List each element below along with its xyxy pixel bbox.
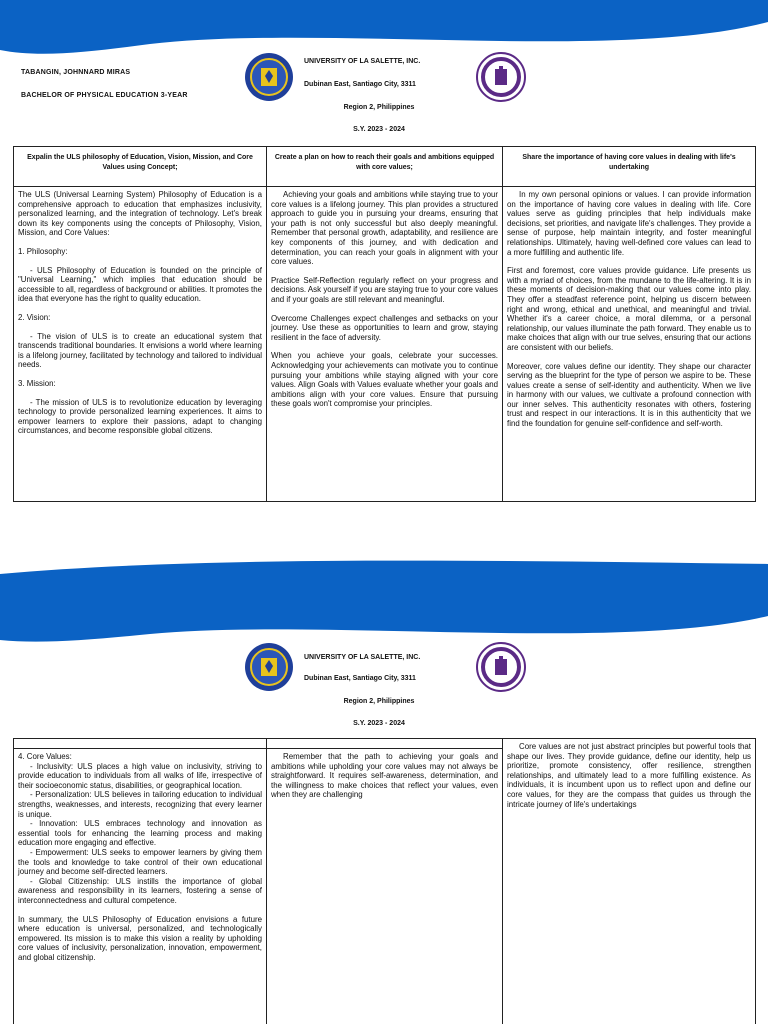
table1-header-2: Create a plan on how to reach their goals and ambitions equipped with core values; bbox=[267, 147, 503, 187]
paragraph: Remember that the path to achieving your goals and ambitions while upholding your core values may not always be straightforward. It requires self-awareness, determination, and the willingness to make choices that reflect your values, even when they are challenging bbox=[271, 752, 498, 800]
middle-banner bbox=[0, 560, 768, 644]
table1-col2-cell bbox=[267, 187, 503, 502]
paragraph: Practice Self-Reflection regularly reflect on your progress and decisions. Ask yourself if you are staying true to your core values and if your goals are still relevant and meaningful. bbox=[271, 275, 498, 304]
paragraph: Moreover, core values define our identity. They shape our character serving as the blueprint for the type of person we aspire to be. These values create a sense of self-identity and authenticity. When we live in harmony with our values, we cultivate a profound connection with our inner selves. This authenticity resonates with others, fostering trust and respect in our interactions. It is in this authenticity that we find the foundation for genuine self-confidence and self-worth. bbox=[507, 361, 751, 429]
table1-header-3: Share the importance of having core values in dealing with life's undertaking bbox=[503, 147, 756, 187]
college-seal-icon bbox=[244, 642, 294, 697]
paragraph: 3. Mission: bbox=[18, 378, 56, 388]
university-name: UNIVERSITY OF LA SALETTE, INC. bbox=[304, 58, 421, 65]
paragraph: First and foremost, core values provide guidance. Life presents us with a myriad of choices, from the mundane to the life-altering. It is in these moments of decision-making that our values come into play. They offer a steadfast reference point, helping us discern between right and wrong, ethical and unethical, and meaningful and trivial. Whether it's a career choice, a moral dilemma, or a personal relationship, our values illuminate the path forward. They enable us to make choices that align with our true selves, ensuring that our actions are consistent with our beliefs. bbox=[507, 266, 751, 352]
paragraph: - ULS Philosophy of Education is founded on the principle of "Universal Learning," which implies that education should be accessible to all, regardless of background or abilities. It promotes the idea that everyone has the right to quality education. bbox=[18, 265, 262, 304]
table1-col1-cell bbox=[14, 187, 267, 502]
table2-col3-cell bbox=[503, 739, 756, 1024]
paragraph: - The mission of ULS is to revolutionize education by leveraging technology to provide personalized learning experiences. It aims to empower learners to explore their passions, adapt to changing circumstances, and become responsible global citizens. bbox=[18, 397, 262, 436]
core-values-title: 4. Core Values: bbox=[18, 752, 72, 761]
top-banner bbox=[0, 0, 768, 62]
school-year: S.Y. 2023 - 2024 bbox=[353, 126, 405, 133]
table1-col3-cell bbox=[503, 187, 756, 502]
table2-col2-cell bbox=[267, 749, 503, 1024]
student-course: BACHELOR OF PHYSICAL EDUCATION 3-YEAR bbox=[21, 92, 188, 99]
paragraph: When you achieve your goals, celebrate your successes. Acknowledging your achievements can motivate you to continue pursuing your ambitions while staying aligned with your core values. Align Goals with Values evaluate whether your goals and ambitions align with your core values. Ensure that pursuing these goals won't compromise your principles. bbox=[271, 351, 498, 409]
university-address: Dubinan East, Santiago City, 3311 bbox=[304, 81, 416, 88]
student-name: TABANGIN, JOHNNARD MIRAS bbox=[21, 69, 131, 76]
paragraph: - The vision of ULS is to create an educational system that transcends traditional boundaries. It envisions a world where learning is a lifelong journey, facilitated by technology and tailored to individual needs. bbox=[18, 331, 262, 370]
college-seal-icon bbox=[244, 52, 294, 107]
paragraph: In my own personal opinions or values. I can provide information on the importance of having core values in dealing with life. Core values serve as guiding principles that help individuals make decisions, set priorities, and navigate life's challenges. They provide a sense of purpose, help maintain integrity, and foster meaningful relationships. Ultimately, having well-defined core values can lead to a more fulfilling and authentic life. bbox=[507, 190, 751, 257]
school-year: S.Y. 2023 - 2024 bbox=[353, 720, 405, 727]
list-item: - Personalization: ULS believes in tailoring education to individual strengths, weaknesses, and interests, recognizing that every learner is unique. bbox=[18, 790, 262, 819]
paragraph: Achieving your goals and ambitions while staying true to your core values is a lifelong journey. This plan provides a structured approach to guide you in pursuing your dreams, ensuring that your path is not only successful but also deeply meaningful. Remember that personal growth, adaptability, and resilience are key components of this journey, and with dedication and determination, you can reach your goals in alignment with your core values. bbox=[271, 190, 498, 267]
table1-header-1: Expalin the ULS philosophy of Education, Vision, Mission, and Core Values using Concept; bbox=[14, 147, 267, 187]
paragraph: The ULS (Universal Learning System) Philosophy of Education is a comprehensive approach to education that emphasizes inclusivity, personalized learning, and the integration of technology. Let's break down its key components using the concepts of Philosophy, Vision, Mission, and Core Values: bbox=[18, 190, 262, 238]
university-name: UNIVERSITY OF LA SALETTE, INC. bbox=[304, 654, 421, 661]
paragraph: In summary, the ULS Philosophy of Education envisions a future where education is universal, personalized, and technologically empowered. Its mission is to make this vision a reality by upholding core values of inclusivity, personalization, innovation, empowerment, and global citizenship. bbox=[18, 914, 262, 962]
content-table-1 bbox=[13, 146, 756, 502]
paragraph: 1. Philosophy: bbox=[18, 246, 68, 256]
list-item: - Inclusivity: ULS places a high value on inclusivity, striving to provide education to individuals from all walks of life, irrespective of their socioeconomic status, disabilities, or geographical location. bbox=[18, 761, 262, 790]
university-region: Region 2, Philippines bbox=[343, 698, 415, 705]
content-table-2 bbox=[13, 738, 756, 1024]
table2-spacer-2 bbox=[267, 739, 503, 749]
list-item: - Innovation: ULS embraces technology and innovation as essential tools for enhancing the learning process and making education more engaging and effective. bbox=[18, 819, 262, 848]
paragraph: Overcome Challenges expect challenges and setbacks on your journey. Use these as opportunities to learn and grow, staying resilient in the face of adversity. bbox=[271, 313, 498, 342]
table2-spacer-1 bbox=[14, 739, 267, 749]
list-item: - Empowerment: ULS seeks to empower learners by giving them the tools and knowledge to take control of their own educational journey and become self-directed learners. bbox=[18, 847, 262, 877]
university-address: Dubinan East, Santiago City, 3311 bbox=[304, 675, 416, 682]
paragraph: Core values are not just abstract principles but powerful tools that shape our lives. They provide guidance, define our identity, help us prioritize, promote consistency, offer resilience, strengthen relationships, and ultimately lead to a more fulfilling existence. As individuals, it is incumbent upon us to reflect upon and define our core values, for they are the compass that guides us through the intricate journey of life's undertakings bbox=[507, 742, 751, 809]
table2-col1-cell bbox=[14, 749, 267, 1024]
university-region: Region 2, Philippines bbox=[343, 104, 415, 111]
university-seal-icon bbox=[476, 52, 526, 107]
paragraph: 2. Vision: bbox=[18, 312, 51, 322]
university-seal-icon bbox=[476, 642, 526, 697]
list-item: - Global Citizenship: ULS instills the importance of global awareness and responsibility in its learners, fostering a sense of interconnectedness and cultural competence. bbox=[18, 876, 262, 905]
